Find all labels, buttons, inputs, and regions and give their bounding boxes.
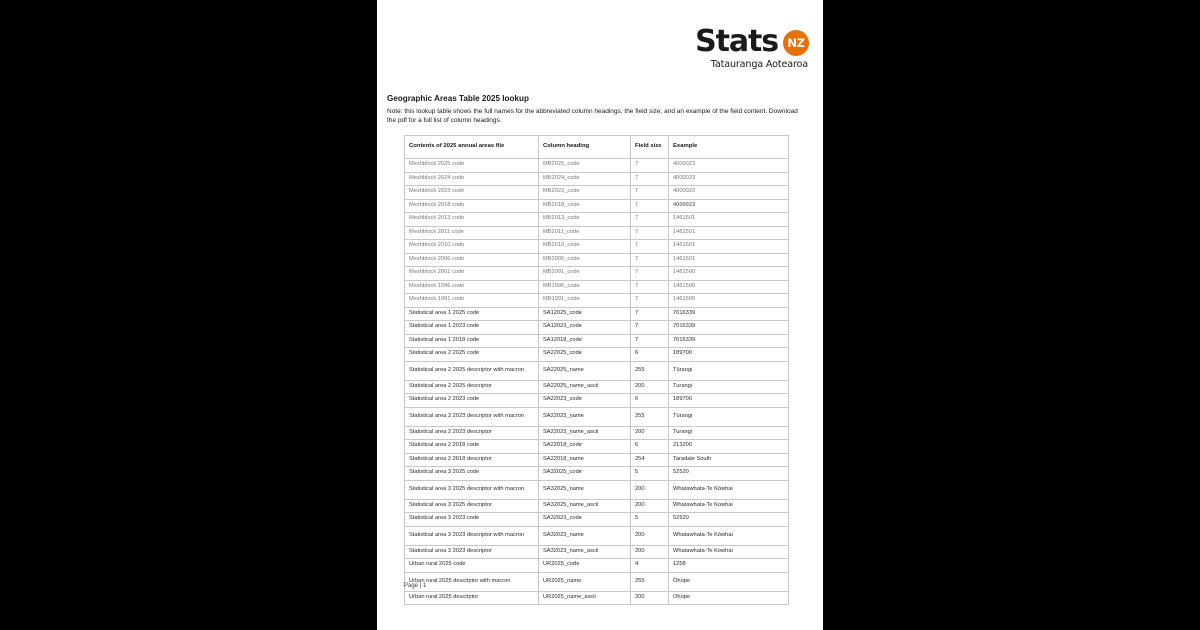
cell-contents: Statistical area 3 2023 descriptor (405, 545, 539, 559)
page-footer: Page | 1 (404, 583, 427, 589)
cell-field-size: 7 (631, 240, 669, 254)
cell-contents: Meshblock 1996 code (405, 280, 539, 294)
cell-column-heading: SA32025_name_ascii (539, 499, 631, 513)
cell-column-heading: SA12025_code (539, 307, 631, 321)
table-row (405, 467, 789, 481)
table-row (405, 294, 789, 308)
cell-column-heading: UR2025_name (539, 572, 631, 591)
cell-example: Whatawhata-Te Kōwhai (669, 526, 789, 545)
table-row (405, 240, 789, 254)
cell-contents: Statistical area 1 2025 code (405, 307, 539, 321)
cell-column-heading: MB2018_code (539, 199, 631, 213)
table-row (405, 407, 789, 426)
table-body (405, 159, 789, 605)
cell-column-heading: SA22018_name (539, 453, 631, 467)
cell-contents: Urban rural 2025 descriptor with macron (405, 572, 539, 591)
table-header-row (405, 136, 789, 159)
document-page (377, 0, 823, 630)
cell-contents: Meshblock 2011 code (405, 226, 539, 240)
cell-example: 1461501 (669, 240, 789, 254)
cell-example: 1461501 (669, 213, 789, 227)
cell-column-heading: MB1991_code (539, 294, 631, 308)
column-header-contents: Contents of 2025 annual areas file (405, 136, 539, 159)
cell-column-heading: SA32023_code (539, 513, 631, 527)
table-row (405, 453, 789, 467)
cell-example: 1461501 (669, 253, 789, 267)
cell-column-heading: SA12023_code (539, 321, 631, 335)
cell-contents: Meshblock 2023 code (405, 186, 539, 200)
cell-column-heading: MB2011_code (539, 226, 631, 240)
logo-wordmark: Stats (695, 24, 778, 59)
cell-field-size: 7 (631, 307, 669, 321)
cell-column-heading: SA22025_name_ascii (539, 380, 631, 394)
cell-example: 1461500 (669, 294, 789, 308)
cell-field-size: 7 (631, 334, 669, 348)
cell-example: 189700 (669, 394, 789, 408)
cell-example: Taradale South (669, 453, 789, 467)
cell-contents: Statistical area 3 2023 code (405, 513, 539, 527)
cell-field-size: 7 (631, 253, 669, 267)
cell-column-heading: MB2010_code (539, 240, 631, 254)
geographic-areas-lookup-table (404, 135, 789, 605)
column-header-field-size: Field size (631, 136, 669, 159)
cell-example: 4000023 (669, 159, 789, 173)
cell-field-size: 7 (631, 321, 669, 335)
cell-example: Whatawhata-Te Kowhai (669, 545, 789, 559)
cell-column-heading: UR2025_code (539, 559, 631, 573)
cell-column-heading: SA32023_name_ascii (539, 545, 631, 559)
cell-field-size: 7 (631, 186, 669, 200)
cell-contents: Meshblock 2013 code (405, 213, 539, 227)
table-row (405, 394, 789, 408)
cell-contents: Urban rural 2025 code (405, 559, 539, 573)
cell-field-size: 7 (631, 159, 669, 173)
cell-example: 213200 (669, 440, 789, 454)
cell-example: 4000023 (669, 172, 789, 186)
cell-field-size: 254 (631, 453, 669, 467)
table-row (405, 226, 789, 240)
cell-field-size: 5 (631, 513, 669, 527)
cell-example: Whatawhata-Te Kowhai (669, 499, 789, 513)
cell-example: Tūrangi (669, 361, 789, 380)
table-row (405, 280, 789, 294)
cell-column-heading: MB2001_code (539, 267, 631, 281)
table-row (405, 499, 789, 513)
cell-contents: Urban rural 2025 descriptor (405, 591, 539, 605)
table-row (405, 253, 789, 267)
cell-example: 52520 (669, 467, 789, 481)
table-row (405, 334, 789, 348)
table-row (405, 267, 789, 281)
table-row (405, 348, 789, 362)
cell-column-heading: SA32023_name (539, 526, 631, 545)
table-row (405, 159, 789, 173)
cell-example: 1258 (669, 559, 789, 573)
cell-contents: Meshblock 1991 code (405, 294, 539, 308)
cell-column-heading: SA22023_name_ascii (539, 426, 631, 440)
cell-column-heading: SA22023_code (539, 394, 631, 408)
cell-field-size: 200 (631, 499, 669, 513)
cell-field-size: 200 (631, 591, 669, 605)
table-row (405, 545, 789, 559)
page-note: Note: this lookup table shows the full names for the abbreviated column headings, the field size, and an example of the field content. Download the pdf for a full list of column headings. (387, 108, 798, 125)
cell-contents: Statistical area 3 2025 descriptor with macron (405, 480, 539, 499)
cell-example: 1461500 (669, 280, 789, 294)
cell-contents: Statistical area 1 2018 code (405, 334, 539, 348)
cell-field-size: 7 (631, 267, 669, 281)
cell-column-heading: SA22025_name (539, 361, 631, 380)
cell-column-heading: SA22018_code (539, 440, 631, 454)
cell-contents: Statistical area 2 2023 descriptor with macron (405, 407, 539, 426)
cell-field-size: 7 (631, 172, 669, 186)
cell-example: 7016339 (669, 321, 789, 335)
cell-column-heading: SA32025_name (539, 480, 631, 499)
cell-example: 4000023 (669, 199, 789, 213)
cell-contents: Statistical area 2 2018 descriptor (405, 453, 539, 467)
cell-field-size: 200 (631, 426, 669, 440)
page-title: Geographic Areas Table 2025 lookup (387, 94, 529, 103)
table-row (405, 526, 789, 545)
table-row (405, 186, 789, 200)
table-row (405, 480, 789, 499)
cell-field-size: 4 (631, 559, 669, 573)
column-header-heading: Column heading (539, 136, 631, 159)
cell-column-heading: MB1996_code (539, 280, 631, 294)
column-header-example: Example (669, 136, 789, 159)
cell-contents: Meshblock 2018 code (405, 199, 539, 213)
cell-field-size: 5 (631, 467, 669, 481)
cell-column-heading: MB2013_code (539, 213, 631, 227)
cell-contents: Meshblock 2010 code (405, 240, 539, 254)
cell-example: 1461501 (669, 226, 789, 240)
cell-contents: Statistical area 3 2025 descriptor (405, 499, 539, 513)
logo-tagline: Tatauranga Aotearoa (710, 59, 808, 70)
table-row (405, 213, 789, 227)
cell-contents: Statistical area 2 2023 descriptor (405, 426, 539, 440)
cell-column-heading: MB2024_code (539, 172, 631, 186)
cell-example: Ohope (669, 591, 789, 605)
table-row (405, 440, 789, 454)
logo-row (609, 24, 809, 59)
cell-column-heading: MB2023_code (539, 186, 631, 200)
cell-column-heading: MB2025_code (539, 159, 631, 173)
table-row (405, 361, 789, 380)
table-row (405, 172, 789, 186)
cell-column-heading: UR2025_name_ascii (539, 591, 631, 605)
table-header (405, 136, 789, 159)
cell-contents: Statistical area 2 2025 code (405, 348, 539, 362)
cell-example: 4000023 (669, 186, 789, 200)
cell-column-heading: SA22023_name (539, 407, 631, 426)
cell-contents: Statistical area 3 2023 descriptor with macron (405, 526, 539, 545)
stats-nz-logo (609, 24, 809, 70)
cell-field-size: 255 (631, 572, 669, 591)
cell-column-heading: SA32025_code (539, 467, 631, 481)
cell-column-heading: SA12018_code (539, 334, 631, 348)
cell-contents: Statistical area 3 2025 code (405, 467, 539, 481)
cell-contents: Statistical area 2 2023 code (405, 394, 539, 408)
cell-field-size: 255 (631, 361, 669, 380)
nz-badge-icon: NZ (783, 30, 809, 56)
table-row (405, 307, 789, 321)
table-row (405, 572, 789, 591)
cell-example: 1461500 (669, 267, 789, 281)
cell-example: 7016339 (669, 307, 789, 321)
cell-contents: Statistical area 2 2018 code (405, 440, 539, 454)
cell-example: Tūrangi (669, 407, 789, 426)
cell-example: Whatawhata-Te Kōwhai (669, 480, 789, 499)
cell-example: 52520 (669, 513, 789, 527)
table-row (405, 559, 789, 573)
cell-field-size: 6 (631, 348, 669, 362)
cell-field-size: 200 (631, 480, 669, 499)
table-row (405, 321, 789, 335)
cell-contents: Statistical area 1 2023 code (405, 321, 539, 335)
cell-field-size: 6 (631, 394, 669, 408)
table-row (405, 199, 789, 213)
table-row (405, 380, 789, 394)
cell-example: Turangi (669, 426, 789, 440)
cell-column-heading: MB2006_code (539, 253, 631, 267)
cell-example: 7016339 (669, 334, 789, 348)
cell-contents: Statistical area 2 2025 descriptor with macron (405, 361, 539, 380)
table-row (405, 426, 789, 440)
cell-contents: Meshblock 2006 code (405, 253, 539, 267)
cell-field-size: 7 (631, 199, 669, 213)
cell-field-size: 200 (631, 545, 669, 559)
cell-field-size: 7 (631, 280, 669, 294)
cell-contents: Meshblock 2024 code (405, 172, 539, 186)
cell-contents: Meshblock 2001 code (405, 267, 539, 281)
table-row (405, 513, 789, 527)
cell-column-heading: SA22025_code (539, 348, 631, 362)
cell-field-size: 200 (631, 526, 669, 545)
cell-contents: Statistical area 2 2025 descriptor (405, 380, 539, 394)
cell-field-size: 7 (631, 294, 669, 308)
cell-example: 189700 (669, 348, 789, 362)
cell-field-size: 200 (631, 380, 669, 394)
cell-field-size: 7 (631, 226, 669, 240)
cell-field-size: 6 (631, 440, 669, 454)
cell-field-size: 7 (631, 213, 669, 227)
cell-example: Ōhope (669, 572, 789, 591)
cell-contents: Meshblock 2025 code (405, 159, 539, 173)
table-row (405, 591, 789, 605)
cell-field-size: 255 (631, 407, 669, 426)
cell-example: Turangi (669, 380, 789, 394)
